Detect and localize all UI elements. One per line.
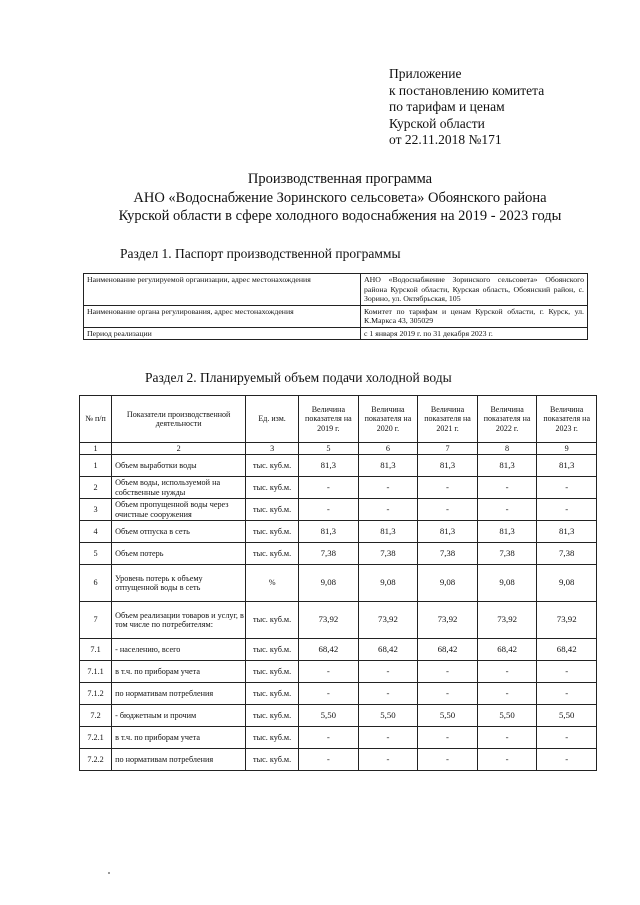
passport-row	[84, 327, 588, 340]
value-cell: -	[358, 727, 418, 749]
value-cell: 73,92	[299, 602, 359, 639]
value-cell: 68,42	[418, 639, 478, 661]
appendix-block	[389, 66, 629, 149]
value-cell: -	[477, 499, 537, 521]
unit-cell: тыс. куб.м.	[246, 639, 299, 661]
appendix-line: Курской области	[389, 115, 485, 131]
value-cell: 81,3	[477, 455, 537, 477]
value-cell: -	[477, 749, 537, 771]
column-number: 7	[418, 443, 478, 455]
indicator-cell: в т.ч. по приборам учета	[112, 661, 246, 683]
header-cell: Величина показателя на 2021 г.	[418, 396, 478, 443]
passport-label: Наименование регулируемой организации, адрес местонахождения	[84, 274, 361, 306]
indicator-cell: Объем пропущенной воды через очистные сооружения	[112, 499, 246, 521]
value-cell: -	[299, 499, 359, 521]
value-cell: -	[537, 499, 597, 521]
row-number-cell: 7.1	[80, 639, 112, 661]
unit-cell: тыс. куб.м.	[246, 521, 299, 543]
header-cell: Величина показателя на 2022 г.	[477, 396, 537, 443]
table-row	[80, 727, 597, 749]
indicator-cell: Объем отпуска в сеть	[112, 521, 246, 543]
passport-label: Период реализации	[84, 327, 361, 340]
indicator-cell: - населению, всего	[112, 639, 246, 661]
value-cell: -	[537, 727, 597, 749]
value-cell: 73,92	[418, 602, 478, 639]
value-cell: -	[418, 477, 478, 499]
row-number-cell: 3	[80, 499, 112, 521]
scan-speck	[108, 872, 110, 874]
header-cell: Величина показателя на 2020 г.	[358, 396, 418, 443]
value-cell: 9,08	[477, 565, 537, 602]
column-number: 6	[358, 443, 418, 455]
table-row	[80, 521, 597, 543]
section-1-title: Раздел 1. Паспорт производственной программы	[120, 246, 401, 261]
value-cell: 81,3	[358, 521, 418, 543]
value-cell: -	[477, 477, 537, 499]
indicator-cell: Уровень потерь к объему отпущенной воды в сеть	[112, 565, 246, 602]
table-row	[80, 661, 597, 683]
table-row	[80, 477, 597, 499]
value-cell: 81,3	[299, 521, 359, 543]
column-number: 2	[112, 443, 246, 455]
column-number-row	[80, 443, 597, 455]
program-title-line: Курской области в сфере холодного водоснабжения на 2019 - 2023 годы	[118, 208, 562, 224]
unit-cell: тыс. куб.м.	[246, 661, 299, 683]
row-number-cell: 2	[80, 477, 112, 499]
table-body	[80, 455, 597, 771]
value-cell: 68,42	[358, 639, 418, 661]
value-cell: 5,50	[358, 705, 418, 727]
unit-cell: тыс. куб.м.	[246, 749, 299, 771]
header-cell: № п/п	[80, 396, 112, 443]
passport-value: АНО «Водоснабжение Зоринского сельсовета» Обоянского района Курской области, Курская область, Обоянский район, с. Зорино, ул. Октябрьская, 105	[361, 274, 588, 306]
value-cell: -	[299, 727, 359, 749]
value-cell: -	[537, 683, 597, 705]
table-row	[80, 543, 597, 565]
indicator-cell: Объем воды, используемой на собственные нужды	[112, 477, 246, 499]
value-cell: -	[299, 661, 359, 683]
value-cell: -	[537, 477, 597, 499]
header-cell: Величина показателя на 2023 г.	[537, 396, 597, 443]
indicator-cell: Объем потерь	[112, 543, 246, 565]
water-volume-table	[79, 395, 597, 771]
value-cell: -	[477, 661, 537, 683]
value-cell: -	[418, 499, 478, 521]
column-number: 8	[477, 443, 537, 455]
value-cell: 7,38	[358, 543, 418, 565]
program-title-line: АНО «Водоснабжение Зоринского сельсовета» Обоянского района	[133, 189, 547, 206]
value-cell: 5,50	[418, 705, 478, 727]
value-cell: -	[418, 661, 478, 683]
column-number: 1	[80, 443, 112, 455]
indicator-cell: по нормативам потребления	[112, 683, 246, 705]
appendix-line: к постановлению комитета	[389, 82, 545, 98]
value-cell: 7,38	[418, 543, 478, 565]
value-cell: -	[537, 661, 597, 683]
value-cell: 81,3	[537, 521, 597, 543]
indicator-cell: в т.ч. по приборам учета	[112, 727, 246, 749]
unit-cell: тыс. куб.м.	[246, 543, 299, 565]
header-cell: Ед. изм.	[246, 396, 299, 443]
program-title-line: Производственная программа	[247, 171, 433, 187]
table-header-row	[80, 396, 597, 443]
unit-cell: %	[246, 565, 299, 602]
value-cell: 81,3	[418, 521, 478, 543]
value-cell: -	[299, 477, 359, 499]
value-cell: -	[477, 727, 537, 749]
section-2-title: Раздел 2. Планируемый объем подачи холодной воды	[145, 370, 452, 385]
value-cell: -	[358, 683, 418, 705]
row-number-cell: 7.1.1	[80, 661, 112, 683]
value-cell: 5,50	[477, 705, 537, 727]
value-cell: 68,42	[299, 639, 359, 661]
row-number-cell: 6	[80, 565, 112, 602]
value-cell: -	[358, 661, 418, 683]
value-cell: 7,38	[537, 543, 597, 565]
program-title	[60, 170, 620, 226]
row-number-cell: 5	[80, 543, 112, 565]
value-cell: 5,50	[299, 705, 359, 727]
row-number-cell: 7.2	[80, 705, 112, 727]
passport-row	[84, 305, 588, 327]
column-number: 9	[537, 443, 597, 455]
appendix-line: Приложение	[389, 66, 462, 81]
value-cell: 7,38	[299, 543, 359, 565]
row-number-cell: 4	[80, 521, 112, 543]
table-row	[80, 455, 597, 477]
value-cell: -	[418, 749, 478, 771]
value-cell: 9,08	[418, 565, 478, 602]
table-row	[80, 683, 597, 705]
row-number-cell: 7	[80, 602, 112, 639]
unit-cell: тыс. куб.м.	[246, 602, 299, 639]
column-number: 3	[246, 443, 299, 455]
unit-cell: тыс. куб.м.	[246, 727, 299, 749]
passport-row	[84, 274, 588, 306]
value-cell: 9,08	[537, 565, 597, 602]
row-number-cell: 7.1.2	[80, 683, 112, 705]
row-number-cell: 7.2.2	[80, 749, 112, 771]
unit-cell: тыс. куб.м.	[246, 683, 299, 705]
indicator-cell: Объем реализации товаров и услуг, в том числе по потребителям:	[112, 602, 246, 639]
passport-label: Наименование органа регулирования, адрес местонахождения	[84, 305, 361, 327]
value-cell: -	[477, 683, 537, 705]
column-number: 5	[299, 443, 359, 455]
value-cell: -	[299, 683, 359, 705]
indicator-cell: - бюджетным и прочим	[112, 705, 246, 727]
value-cell: 81,3	[537, 455, 597, 477]
value-cell: -	[358, 477, 418, 499]
appendix-line: по тарифам и ценам	[389, 99, 505, 114]
value-cell: 73,92	[358, 602, 418, 639]
value-cell: -	[358, 749, 418, 771]
value-cell: 68,42	[477, 639, 537, 661]
table-row	[80, 565, 597, 602]
unit-cell: тыс. куб.м.	[246, 455, 299, 477]
value-cell: 73,92	[537, 602, 597, 639]
indicator-cell: Объем выработки воды	[112, 455, 246, 477]
unit-cell: тыс. куб.м.	[246, 477, 299, 499]
passport-table	[83, 273, 588, 340]
table-row	[80, 639, 597, 661]
indicator-cell: по нормативам потребления	[112, 749, 246, 771]
value-cell: -	[418, 727, 478, 749]
value-cell: -	[299, 749, 359, 771]
value-cell: 81,3	[299, 455, 359, 477]
value-cell: 73,92	[477, 602, 537, 639]
passport-value: Комитет по тарифам и ценам Курской области, г. Курск, ул. К.Маркса 43, 305029	[361, 305, 588, 327]
unit-cell: тыс. куб.м.	[246, 705, 299, 727]
value-cell: -	[358, 499, 418, 521]
value-cell: 68,42	[537, 639, 597, 661]
unit-cell: тыс. куб.м.	[246, 499, 299, 521]
value-cell: 81,3	[418, 455, 478, 477]
value-cell: 9,08	[358, 565, 418, 602]
value-cell: 81,3	[358, 455, 418, 477]
table-row	[80, 602, 597, 639]
table-row	[80, 749, 597, 771]
value-cell: -	[418, 683, 478, 705]
value-cell: 7,38	[477, 543, 537, 565]
value-cell: 9,08	[299, 565, 359, 602]
value-cell: 81,3	[477, 521, 537, 543]
value-cell: 5,50	[537, 705, 597, 727]
appendix-line: от 22.11.2018 №171	[389, 132, 502, 147]
row-number-cell: 7.2.1	[80, 727, 112, 749]
row-number-cell: 1	[80, 455, 112, 477]
passport-value: с 1 января 2019 г. по 31 декабря 2023 г.	[361, 327, 588, 340]
table-row	[80, 499, 597, 521]
header-cell: Показатели производственной деятельности	[112, 396, 246, 443]
header-cell: Величина показателя на 2019 г.	[299, 396, 359, 443]
table-row	[80, 705, 597, 727]
value-cell: -	[537, 749, 597, 771]
